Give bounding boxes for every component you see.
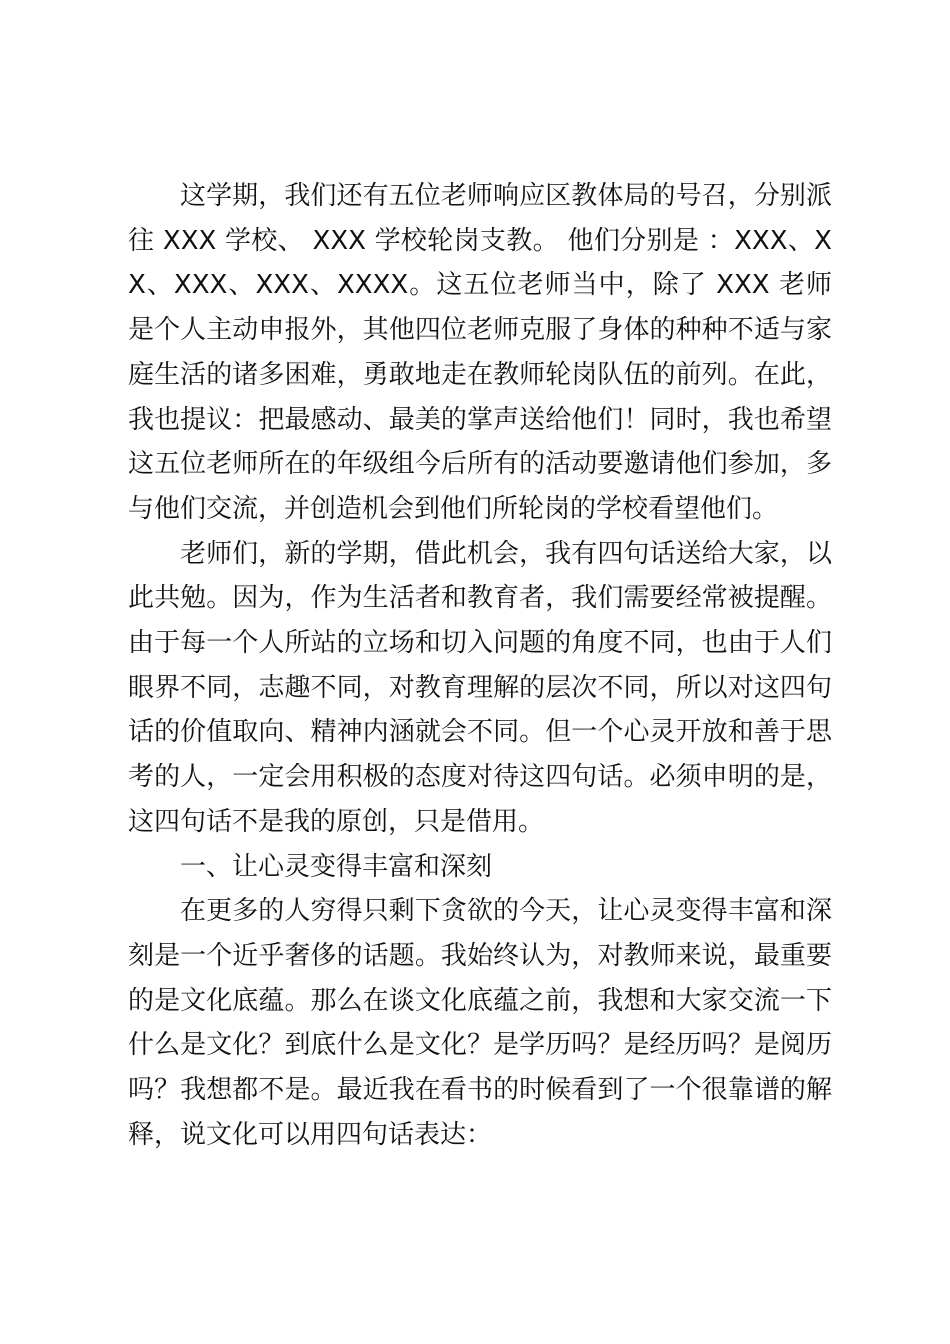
section-heading: 一、让心灵变得丰富和深刻: [180, 851, 493, 882]
document-body: [128, 174, 832, 1157]
paragraph-teacher-rotation: 这学期，我们还有五位老师响应区教体局的号召，分别派往 XXX 学校、 XXX 学校轮岗支教。 他们分别是 ：XXX、XX、XXX、XXX、XXXX。这五位老师当中，除了 XXX 老师是个人主动申报外，其他四位老师克服了身体的种种不适与家庭生活的诸多困难，勇敢地走在教师轮岗队伍的前列。在此，我也提议：把最感动、最美的掌声送给他们！同时，我也希望这五位老师所在的年级组今后所有的活动要邀请他们参加，多与他们交流，并创造机会到他们所轮岗的学校看望他们。: [128, 181, 832, 524]
paragraph-culture: 在更多的人穷得只剩下贪欲的今天，让心灵变得丰富和深刻是一个近乎奢侈的话题。我始终认为，对教师来说，最重要的是文化底蕴。那么在谈文化底蕴之前，我想和大家交流一下什么是文化？到底什么是文化？是学历吗？是经历吗？是阅历吗？我想都不是。最近我在看书的时候看到了一个很靠谱的解释，说文化可以用四句话表达：: [128, 896, 832, 1150]
paragraph-four-sentences: 老师们，新的学期，借此机会，我有四句话送给大家，以此共勉。因为，作为生活者和教育者，我们需要经常被提醒。由于每一个人所站的立场和切入问题的角度不同，也由于人们眼界不同，志趣不同，对教育理解的层次不同，所以对这四句话的价值取向、精神内涵就会不同。但一个心灵开放和善于思考的人，一定会用积极的态度对待这四句话。必须申明的是，这四句话不是我的原创，只是借用。: [128, 538, 832, 837]
